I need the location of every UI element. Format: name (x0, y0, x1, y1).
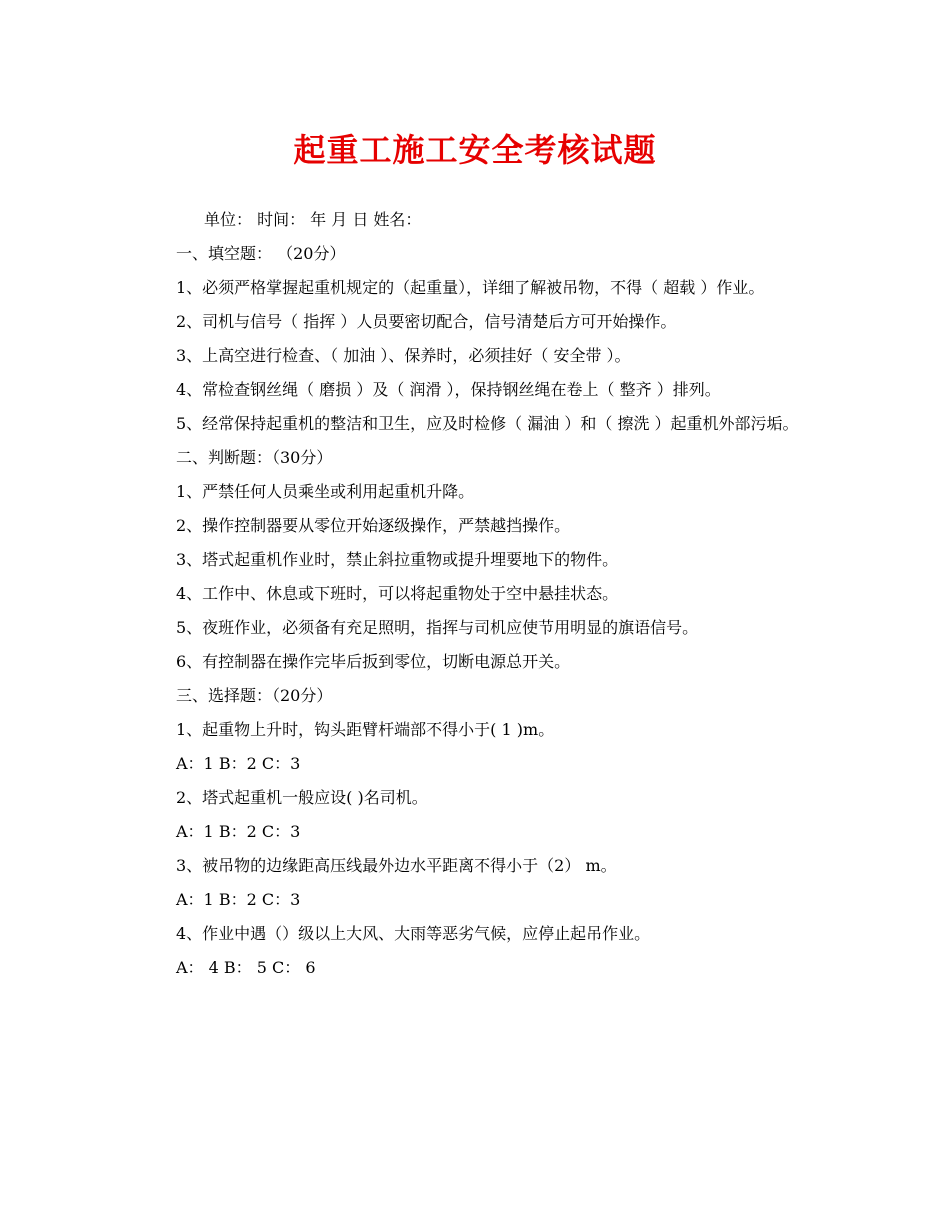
question-item: 4、工作中、休息或下班时，可以将起重物处于空中悬挂状态。 (176, 584, 619, 603)
question-item: 1、起重物上升时，钩头距臂杆端部不得小于( 1 )m。 (176, 720, 555, 739)
section-heading: 二、判断题：（30分） (176, 448, 333, 467)
answer-options: A：1 B：2 C：3 (176, 754, 301, 773)
question-item: 4、作业中遇（）级以上大风、大雨等恶劣气候，应停止起吊作业。 (176, 924, 651, 943)
exam-header-fields: 单位： 时间： 年 月 日 姓名： (204, 210, 422, 229)
answer-options: A： 4 B： 5 C： 6 (176, 958, 316, 977)
question-item: 5、夜班作业，必须备有充足照明，指挥与司机应使节用明显的旗语信号。 (176, 618, 699, 637)
question-item: 3、被吊物的边缘距高压线最外边水平距离不得小于（2） m。 (176, 856, 617, 875)
answer-options: A：1 B：2 C：3 (176, 822, 301, 841)
question-item: 1、严禁任何人员乘坐或利用起重机升降。 (176, 482, 475, 501)
question-item: 4、常检查钢丝绳（ 磨损 ）及（ 润滑 ），保持钢丝绳在卷上（ 整齐 ）排列。 (176, 380, 721, 399)
question-item: 2、操作控制器要从零位开始逐级操作，严禁越挡操作。 (176, 516, 571, 535)
document-body (140, 203, 810, 985)
section-heading: 三、选择题：（20分） (176, 686, 333, 705)
question-item: 6、有控制器在操作完毕后扳到零位，切断电源总开关。 (176, 652, 571, 671)
question-item: 3、塔式起重机作业时，禁止斜拉重物或提升埋要地下的物件。 (176, 550, 619, 569)
section-heading: 一、填空题： （20分） (176, 244, 346, 263)
answer-options: A：1 B：2 C：3 (176, 890, 301, 909)
question-item: 1、必须严格掌握起重机规定的（起重量），详细了解被吊物，不得（ 超载 ）作业。 (176, 278, 765, 297)
question-item: 3、上高空进行检查、（ 加油 ）、保养时，必须挂好（ 安全带 ）。 (176, 346, 631, 365)
question-item: 2、司机与信号（ 指挥 ）人员要密切配合，信号清楚后方可开始操作。 (176, 312, 677, 331)
question-item: 2、塔式起重机一般应设( )名司机。 (176, 788, 428, 807)
document-title: 起重工施工安全考核试题 (293, 131, 657, 169)
question-item: 5、经常保持起重机的整洁和卫生，应及时检修（ 漏油 ）和（ 擦洗 ）起重机外部污垢。 (176, 414, 799, 433)
